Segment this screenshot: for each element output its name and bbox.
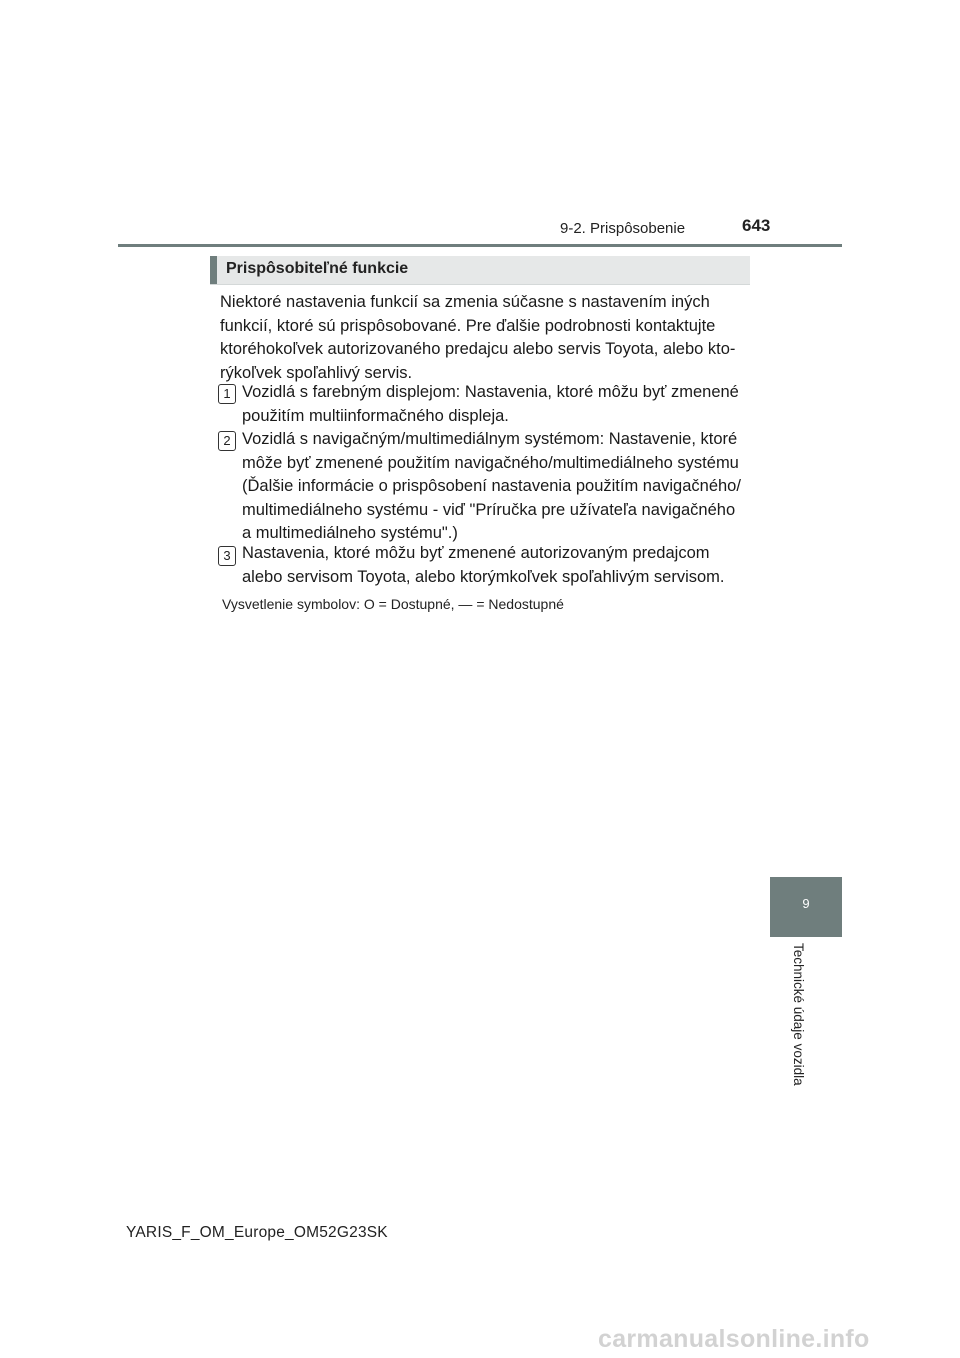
chapter-number: 9 [802, 896, 810, 911]
intro-line: Niektoré nastavenia funkcií sa zmenia súčasne s nastavením iných [220, 293, 710, 311]
intro-paragraph [220, 291, 750, 385]
item-line: Vozidlá s farebným displejom: Nastavenia, ktoré môžu byť zmenené [242, 383, 739, 401]
item-line: alebo servisom Toyota, alebo ktorýmkoľvek spoľahlivým servisom. [242, 567, 725, 586]
list-item [242, 381, 750, 428]
intro-line: rýkoľvek spoľahlivý servis. [220, 363, 413, 382]
section-heading-accent [210, 256, 217, 284]
item-line: a multimediálneho systému".) [242, 524, 458, 542]
item-marker-1: 1 [218, 384, 236, 404]
item-line: použitím multiinformačného displeja. [242, 406, 509, 425]
chapter-label: Technické údaje vozidla [791, 943, 806, 1086]
header-section-title: 9-2. Prispôsobenie [560, 220, 686, 237]
section-heading-bar [210, 256, 750, 285]
item-line: Vozidlá s navigačným/multimediálnym systémom: Nastavenie, ktoré [242, 430, 738, 448]
intro-line: funkcií, ktoré sú prispôsobované. Pre ďalšie podrobnosti kontaktujte [220, 316, 716, 335]
item-line: môže byť zmenené použitím navigačného/multimediálneho systému [242, 453, 739, 472]
item-line: Nastavenia, ktoré môžu byť zmenené autorizovaným predajcom [242, 544, 710, 562]
symbol-legend-note: Vysvetlenie symbolov: O = Dostupné, — = Nedostupné [222, 596, 564, 612]
watermark: carmanualsonline.info [598, 1325, 870, 1353]
item-marker-2: 2 [218, 431, 236, 451]
document-id: YARIS_F_OM_Europe_OM52G23SK [126, 1224, 388, 1241]
intro-line: ktoréhokoľvek autorizovaného predajcu alebo servis Toyota, alebo kto- [220, 340, 736, 358]
section-heading: Prispôsobiteľné funkcie [226, 260, 409, 277]
header-divider [118, 244, 842, 247]
item-line: (Ďalšie informácie o prispôsobení nastavenia použitím navigačného/ [242, 477, 741, 495]
item-line: multimediálneho systému - viď "Príručka pre užívateľa navigačného [242, 500, 736, 519]
item-marker-3: 3 [218, 546, 236, 566]
list-item [242, 428, 750, 546]
page-number: 643 [742, 216, 771, 235]
list-item [242, 542, 750, 589]
chapter-tab [770, 877, 842, 937]
